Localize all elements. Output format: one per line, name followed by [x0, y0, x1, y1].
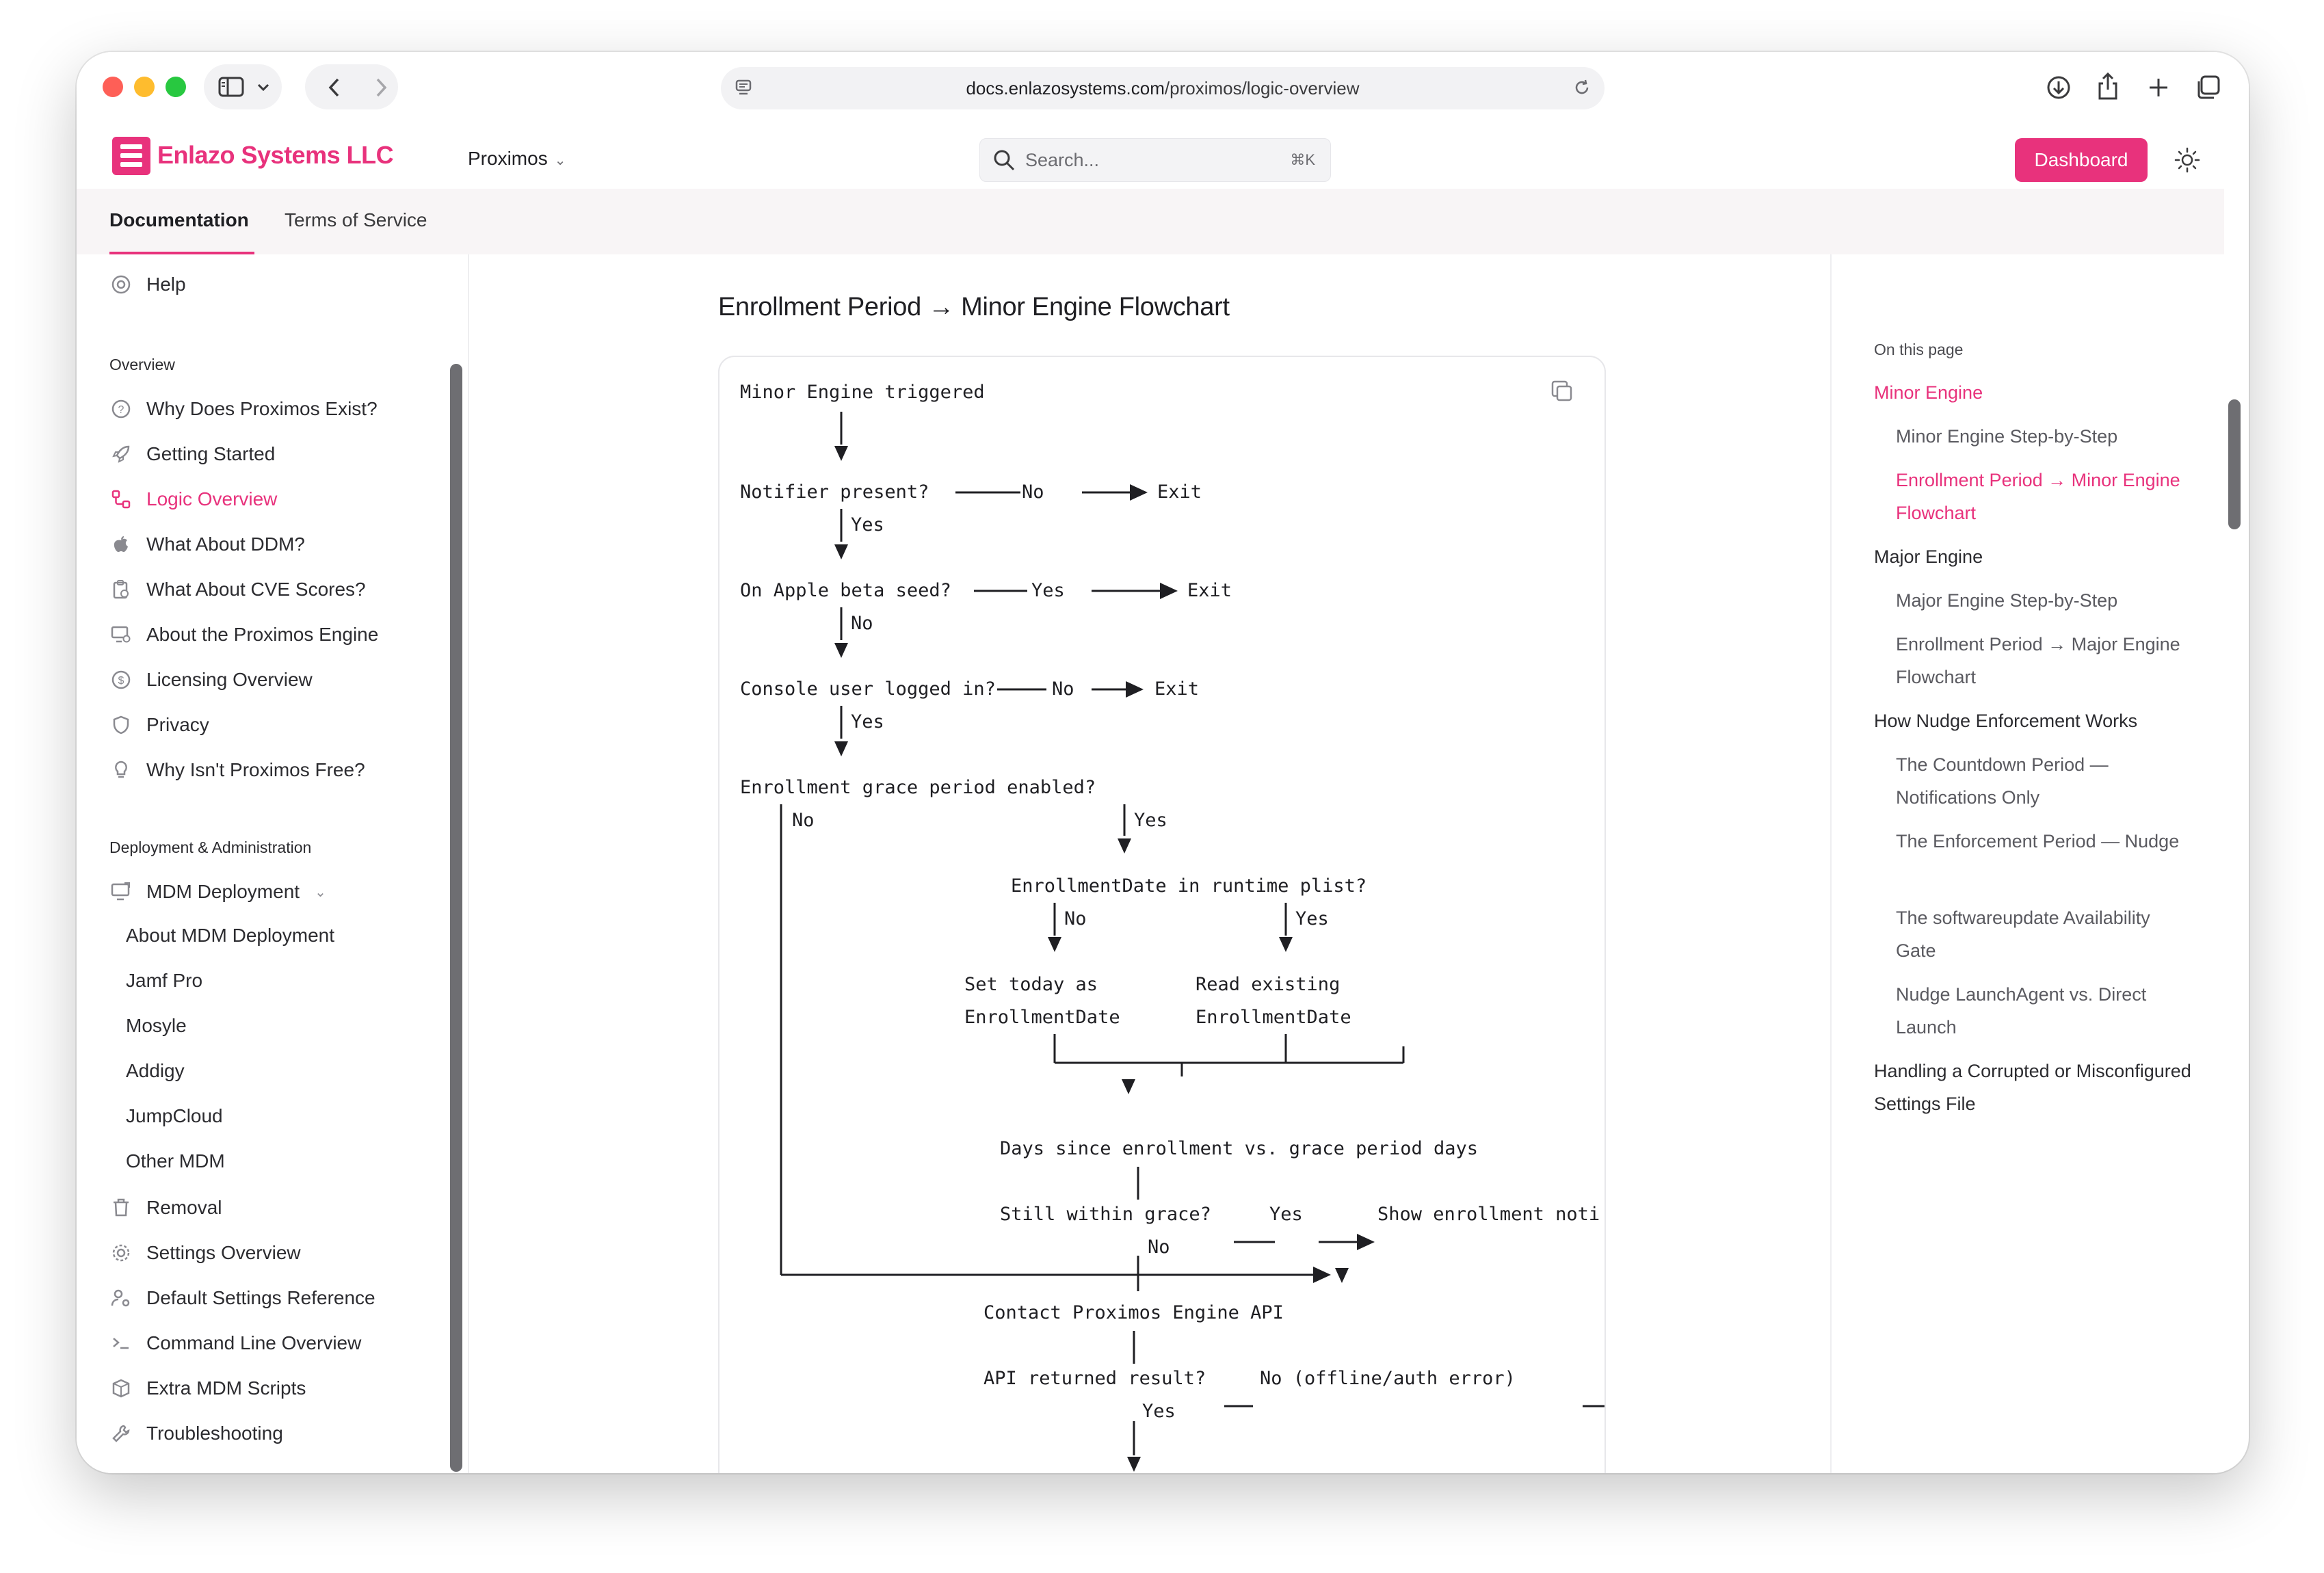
flow-label-yes: Yes — [851, 711, 884, 732]
sidebar-item-label: Help — [146, 274, 186, 295]
sidebar-item-label: What About CVE Scores? — [146, 579, 366, 600]
flow-days-since-enrollment: Days since enrollment vs. grace period days — [1000, 1138, 1478, 1159]
reload-icon[interactable] — [1572, 77, 1592, 98]
gear-icon — [109, 1241, 133, 1265]
sidebar-item-label: Default Settings Reference — [146, 1287, 375, 1308]
terminal-icon — [109, 1332, 133, 1355]
flow-notifier-question: Notifier present? — [740, 481, 929, 503]
address-bar[interactable] — [721, 67, 1605, 109]
flow-label-no: No — [851, 613, 873, 634]
sidebar-item-licensing-overview[interactable] — [109, 666, 313, 693]
flow-label-yes: Yes — [1134, 810, 1167, 831]
flow-label-no: No — [792, 810, 815, 831]
toc-title: On this page — [1874, 341, 1964, 358]
browser-toolbar — [77, 52, 2249, 124]
table-of-contents — [1830, 254, 2224, 1473]
sidebar-scrollbar[interactable] — [450, 364, 462, 1472]
sidebar — [77, 254, 469, 1473]
sidebar-item-why-not-free[interactable] — [109, 756, 365, 784]
flowchart-code-block — [718, 356, 1606, 1473]
question-circle-icon — [109, 397, 133, 421]
flow-grace-question: Enrollment grace period enabled? — [740, 777, 1096, 798]
page-settings-icon[interactable] — [733, 78, 754, 98]
tab-overview-icon[interactable] — [2194, 74, 2221, 101]
sidebar-toggle-icon[interactable] — [217, 77, 245, 97]
brand-name[interactable]: Enlazo Systems LLC — [157, 141, 394, 169]
page-heading: Enrollment Period → Minor Engine Flowchart — [718, 293, 1230, 321]
page-scrollbar[interactable] — [2228, 399, 2241, 529]
lifebuoy-icon — [109, 273, 133, 296]
flow-label-no: No — [1022, 481, 1044, 503]
lightbulb-icon — [109, 758, 133, 782]
toc-item-enforcement-period[interactable]: The Enforcement Period — Nudge — [1896, 831, 2180, 851]
flow-show-enrollment-notification: Show enrollment noti — [1377, 1204, 1600, 1225]
sidebar-subitem-addigy[interactable]: Addigy — [126, 1060, 185, 1081]
flow-exit: Exit — [1157, 481, 1202, 503]
sidebar-item-cve-scores[interactable] — [109, 576, 366, 603]
sidebar-item-command-line[interactable] — [109, 1330, 361, 1357]
toc-item-corrupted-settings[interactable]: Handling a Corrupted or Misconfigured Settings File — [1874, 1061, 2191, 1114]
search-input[interactable] — [979, 138, 1331, 182]
tab-terms-of-service[interactable]: Terms of Service — [285, 209, 427, 230]
monitor-arrow-icon — [109, 880, 133, 903]
sidebar-item-settings-overview[interactable] — [109, 1239, 301, 1267]
flow-label-yes: Yes — [1031, 580, 1065, 601]
sidebar-subitem-other-mdm[interactable]: Other MDM — [126, 1150, 225, 1172]
sidebar-subitem-jumpcloud[interactable]: JumpCloud — [126, 1105, 223, 1126]
url-path: /proximos/logic-overview — [1164, 77, 1360, 98]
sidebar-subitem-jamf-pro[interactable]: Jamf Pro — [126, 970, 203, 991]
sidebar-item-label: Getting Started — [146, 443, 276, 464]
flow-beta-seed-question: On Apple beta seed? — [740, 580, 951, 601]
site-header — [77, 124, 2249, 185]
sun-icon[interactable] — [2174, 146, 2201, 174]
toc-item-launchagent[interactable]: Nudge LaunchAgent vs. Direct Launch — [1896, 984, 2147, 1037]
share-icon[interactable] — [2094, 71, 2122, 101]
sidebar-item-label: About the Proximos Engine — [146, 624, 379, 645]
sidebar-item-label: Extra MDM Scripts — [146, 1377, 306, 1399]
sidebar-item-label: What About DDM? — [146, 533, 305, 555]
sidebar-item-label: Settings Overview — [146, 1242, 301, 1263]
url-host: docs.enlazosystems.com — [966, 77, 1165, 98]
flow-label-yes: Yes — [1269, 1204, 1303, 1225]
flow-label-no: No — [1064, 908, 1087, 929]
sidebar-item-label: Logic Overview — [146, 488, 278, 510]
sidebar-item-label: Troubleshooting — [146, 1423, 283, 1444]
flow-set-today-line2: EnrollmentDate — [964, 1007, 1120, 1028]
toc-item-major-engine[interactable]: Major Engine — [1874, 546, 1983, 567]
chevron-down-icon[interactable]: ⌄ — [315, 884, 326, 900]
toc-item-major-step-by-step[interactable]: Major Engine Step-by-Step — [1896, 590, 2118, 611]
product-switcher[interactable] — [468, 148, 566, 170]
toc-item-minor-flowchart[interactable]: Enrollment Period → Minor Engine Flowchart — [1896, 470, 2180, 523]
wrench-icon — [109, 1422, 133, 1445]
sidebar-item-proximos-engine[interactable] — [109, 621, 378, 648]
sidebar-item-logic-overview[interactable] — [109, 486, 277, 513]
sidebar-item-default-settings[interactable] — [109, 1284, 375, 1312]
svg-text:$: $ — [118, 675, 124, 687]
flow-api-result-question: API returned result? — [983, 1368, 1206, 1389]
sidebar-item-removal[interactable] — [109, 1194, 222, 1221]
sidebar-item-label: Licensing Overview — [146, 669, 313, 690]
toc-item-major-flowchart[interactable]: Enrollment Period → Major Engine Flowchart — [1896, 634, 2180, 687]
flow-set-today-line1: Set today as — [964, 974, 1098, 995]
sidebar-item-troubleshooting[interactable] — [109, 1420, 283, 1447]
sidebar-item-label: Why Does Proximos Exist? — [146, 398, 378, 419]
dollar-circle-icon — [109, 668, 133, 691]
search-placeholder: Search... — [1025, 149, 1100, 170]
user-cog-icon — [109, 1286, 133, 1310]
toc-item-minor-engine[interactable]: Minor Engine — [1874, 382, 1983, 403]
clipboard-check-icon — [109, 578, 133, 601]
dashboard-button[interactable]: Dashboard — [2015, 138, 2148, 182]
sidebar-item-why-proximos-exist[interactable] — [109, 395, 378, 423]
flow-read-existing-line1: Read existing — [1196, 974, 1341, 995]
sidebar-item-label: Why Isn't Proximos Free? — [146, 759, 365, 780]
chevron-down-icon[interactable] — [256, 81, 271, 94]
shield-icon — [109, 713, 133, 737]
toc-item-minor-step-by-step[interactable]: Minor Engine Step-by-Step — [1896, 426, 2118, 447]
section-label-overview: Overview — [109, 356, 175, 373]
apple-icon — [109, 533, 133, 556]
product-name: Proximos — [468, 148, 548, 169]
sidebar-item-mdm-deployment[interactable] — [109, 878, 326, 906]
flow-read-existing-line2: EnrollmentDate — [1196, 1007, 1351, 1028]
monitor-cog-icon — [109, 623, 133, 646]
sidebar-item-label: Command Line Overview — [146, 1332, 362, 1353]
main-content — [471, 254, 1838, 1473]
svg-text:?: ? — [118, 404, 124, 416]
sidebar-item-privacy[interactable] — [109, 711, 209, 739]
flow-label-no: No — [1052, 678, 1074, 700]
sidebar-item-help[interactable] — [109, 271, 186, 298]
flow-exit: Exit — [1187, 580, 1232, 601]
chevron-down-icon: ⌄ — [554, 153, 566, 168]
tab-documentation[interactable]: Documentation — [109, 209, 249, 230]
toc-item-countdown-period[interactable]: The Countdown Period — Notifications Only — [1896, 754, 2109, 808]
flow-contact-api: Contact Proximos Engine API — [983, 1302, 1284, 1323]
brand-logo-icon[interactable] — [112, 137, 150, 175]
sidebar-item-extra-mdm-scripts[interactable] — [109, 1375, 306, 1402]
search-icon — [992, 148, 1016, 172]
toc-item-softwareupdate-gate[interactable]: The softwareupdate Availability Gate — [1896, 908, 2150, 961]
section-label-deployment: Deployment & Administration — [109, 838, 312, 856]
sidebar-subitem-about-mdm[interactable]: About MDM Deployment — [126, 925, 335, 946]
sidebar-item-what-about-ddm[interactable] — [109, 531, 305, 558]
search-shortcut: ⌘K — [1290, 151, 1315, 168]
toc-item-nudge-enforcement[interactable]: How Nudge Enforcement Works — [1874, 711, 2138, 731]
flow-label-yes: Yes — [851, 514, 884, 536]
flow-label-yes: Yes — [1142, 1401, 1176, 1422]
back-arrow-icon[interactable] — [324, 75, 345, 100]
flow-label-no: No — [1148, 1237, 1170, 1258]
trash-icon — [109, 1196, 133, 1219]
close-window-button[interactable] — [103, 77, 123, 97]
forward-arrow-icon[interactable] — [371, 75, 391, 100]
new-tab-icon[interactable] — [2145, 74, 2172, 101]
sidebar-item-label: MDM Deployment — [146, 881, 300, 902]
sidebar-item-label: Privacy — [146, 714, 209, 735]
flow-label-yes: Yes — [1295, 908, 1329, 929]
flow-exit: Exit — [1154, 678, 1200, 700]
rocket-icon — [109, 442, 133, 466]
browser-window — [77, 52, 2249, 1473]
sidebar-subitem-mosyle[interactable]: Mosyle — [126, 1015, 187, 1036]
zoom-window-button[interactable] — [166, 77, 186, 97]
sidebar-item-label: Removal — [146, 1197, 222, 1218]
sidebar-item-getting-started[interactable] — [109, 440, 275, 468]
flow-console-user-question: Console user logged in? — [740, 678, 996, 700]
flow-within-grace-question: Still within grace? — [1000, 1204, 1211, 1225]
minimize-window-button[interactable] — [134, 77, 155, 97]
flow-enrollmentdate-question: EnrollmentDate in runtime plist? — [1011, 875, 1367, 897]
package-icon — [109, 1377, 133, 1400]
flow-label-no-offline: No (offline/auth error) — [1260, 1368, 1516, 1389]
docs-tabs — [77, 189, 2224, 254]
logic-nodes-icon — [109, 488, 133, 511]
flow-start: Minor Engine triggered — [740, 382, 985, 403]
download-icon[interactable] — [2045, 74, 2072, 101]
